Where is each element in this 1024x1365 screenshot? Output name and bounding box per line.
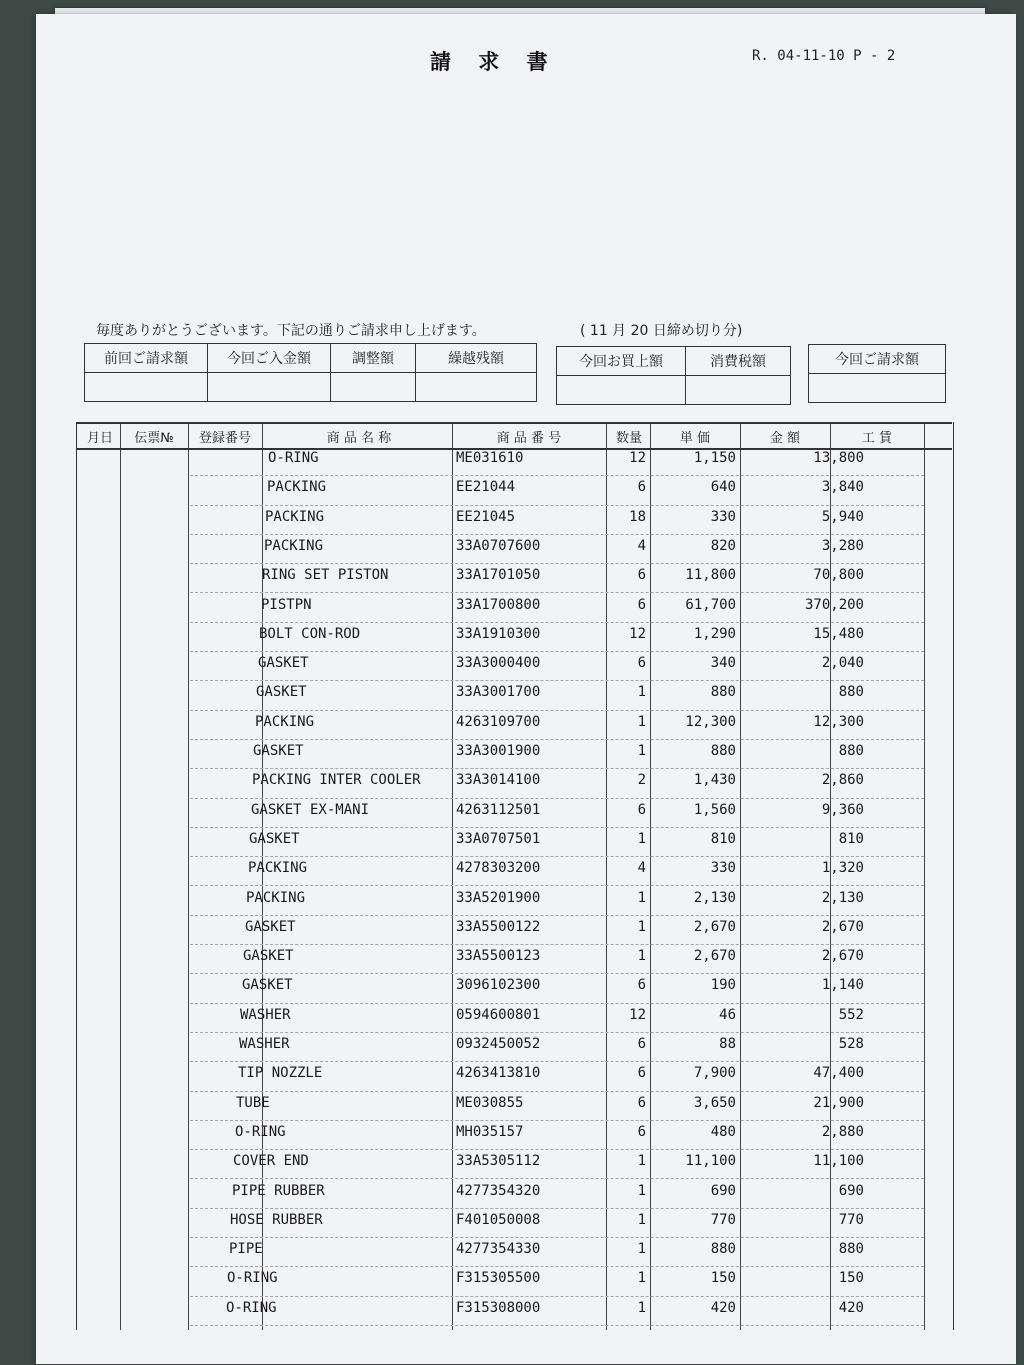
item-qty: 1 (637, 889, 646, 906)
item-amount: 3,840 (821, 479, 864, 496)
col-header-item-code: 商 品 番 号 (496, 431, 562, 446)
item-unit-price: 11,800 (685, 567, 736, 584)
item-qty: 1 (637, 1182, 646, 1199)
item-code: 33A5305112 (456, 1153, 541, 1170)
item-amount: 552 (838, 1006, 864, 1023)
item-code: 33A3001900 (456, 743, 541, 759)
table-row (190, 1296, 924, 1326)
item-unit-price: 1,430 (693, 772, 736, 789)
table-row (190, 505, 924, 535)
item-unit-price: 1,560 (693, 801, 736, 818)
item-code: MH035157 (456, 1123, 524, 1140)
item-name: GASKET (245, 918, 296, 935)
item-code: F315308000 (456, 1299, 541, 1316)
item-qty: 6 (637, 479, 646, 496)
item-amount: 47,400 (813, 1065, 864, 1082)
item-code: 33A1700800 (456, 596, 541, 613)
table-row (190, 1003, 924, 1033)
table-row (190, 768, 924, 798)
item-unit-price: 330 (710, 860, 736, 877)
item-amount: 420 (838, 1299, 864, 1316)
greeting-text: 毎度ありがとうございます。下記の通りご請求申し上げます。 (96, 323, 486, 339)
header-previous-billing: 前回ご請求額 (85, 344, 208, 373)
value-previous-billing (85, 373, 208, 402)
col-header-qty: 数量 (615, 431, 642, 446)
item-qty: 2 (637, 772, 646, 789)
item-qty: 1 (637, 1270, 646, 1287)
item-code: 33A5201900 (456, 889, 541, 906)
column-divider (120, 422, 121, 1330)
item-unit-price: 46 (719, 1006, 736, 1023)
item-name: O-RING (235, 1123, 286, 1140)
table-row (190, 886, 924, 916)
item-amount: 880 (838, 743, 864, 759)
item-name: GASKET (256, 684, 307, 701)
item-qty: 6 (637, 977, 646, 994)
item-unit-price: 2,130 (693, 889, 736, 906)
item-name: BOLT CON-ROD (259, 625, 361, 642)
col-header-date: 月日 (86, 431, 113, 446)
item-qty: 6 (637, 1065, 646, 1082)
table-row (190, 563, 924, 593)
item-amount: 770 (838, 1211, 864, 1228)
item-amount: 528 (838, 1036, 864, 1052)
item-code: 3096102300 (456, 977, 541, 994)
item-code: F401050008 (456, 1211, 541, 1228)
item-code: 33A3001700 (456, 684, 541, 701)
table-row (190, 534, 924, 564)
item-unit-price: 2,670 (693, 948, 736, 965)
table-row (190, 798, 924, 828)
item-name: PACKING (255, 713, 315, 730)
item-amount: 9,360 (821, 801, 864, 818)
item-unit-price: 340 (710, 655, 736, 672)
item-name: HOSE RUBBER (230, 1211, 323, 1228)
item-amount: 810 (838, 830, 864, 847)
col-header-amount: 金 額 (769, 431, 801, 446)
billing-period: ( 11 月 20 日締め切り分) (580, 323, 743, 339)
value-carryover (416, 373, 537, 402)
item-qty: 1 (637, 948, 646, 965)
item-code: 33A1701050 (456, 567, 541, 584)
item-qty: 6 (637, 1094, 646, 1111)
item-code: 4263413810 (456, 1065, 541, 1082)
table-row (190, 710, 924, 740)
item-name: GASKET (258, 655, 309, 672)
table-row (190, 1091, 924, 1121)
item-unit-price: 820 (710, 537, 736, 554)
item-unit-price: 7,900 (693, 1065, 736, 1082)
item-unit-price: 330 (710, 508, 736, 525)
table-row (190, 1149, 924, 1179)
value-payment-received (208, 373, 331, 402)
item-qty: 6 (637, 567, 646, 584)
header-adjustment: 調整額 (331, 344, 416, 373)
item-name: PIPE RUBBER (232, 1182, 325, 1199)
item-code: 4278303200 (456, 860, 541, 877)
header-carryover: 繰越残額 (416, 344, 537, 373)
item-code: ME031610 (456, 450, 524, 466)
item-qty: 1 (637, 713, 646, 730)
document-title: 請 求 書 (430, 50, 558, 74)
item-name: O-RING (227, 1270, 278, 1287)
item-unit-price: 880 (710, 684, 736, 701)
item-qty: 1 (637, 830, 646, 847)
item-name: TIP NOZZLE (238, 1065, 323, 1082)
item-unit-price: 88 (719, 1036, 736, 1052)
item-name: PIPE (229, 1241, 263, 1258)
item-name: GASKET (253, 743, 304, 759)
item-name: PACKING (248, 860, 308, 877)
table-row (190, 446, 924, 476)
item-amount: 2,040 (821, 655, 864, 672)
item-unit-price: 2,670 (693, 918, 736, 935)
item-name: WASHER (240, 1006, 291, 1023)
item-amount: 12,300 (813, 713, 864, 730)
item-code: 33A1910300 (456, 625, 541, 642)
col-header-unit-price: 単 価 (679, 431, 711, 446)
col-header-slip-no: 伝票№ (134, 431, 174, 446)
item-qty: 1 (637, 918, 646, 935)
item-name: GASKET (249, 830, 300, 847)
column-divider (188, 422, 189, 1330)
item-amount: 2,670 (821, 918, 864, 935)
table-row (190, 1032, 924, 1062)
item-name: PACKING (265, 508, 325, 525)
item-unit-price: 480 (710, 1123, 736, 1140)
item-code: 33A5500122 (456, 918, 541, 935)
table-row (190, 1061, 924, 1091)
table-row (190, 1237, 924, 1267)
item-qty: 4 (637, 860, 646, 877)
item-qty: 12 (629, 1006, 646, 1023)
table-row (190, 973, 924, 1003)
header-current-purchase: 今回お買上額 (557, 347, 686, 376)
item-amount: 880 (838, 684, 864, 701)
item-qty: 6 (637, 801, 646, 818)
item-unit-price: 1,150 (693, 450, 736, 466)
table-row (190, 651, 924, 681)
table-row (190, 622, 924, 652)
item-amount: 11,100 (813, 1153, 864, 1170)
item-code: 4263112501 (456, 801, 541, 818)
item-qty: 1 (637, 1153, 646, 1170)
table-row (190, 1208, 924, 1238)
item-unit-price: 690 (710, 1182, 736, 1199)
item-unit-price: 12,300 (685, 713, 736, 730)
col-header-labor: 工 賃 (861, 431, 893, 446)
item-code: 0594600801 (456, 1006, 541, 1023)
item-name: GASKET (242, 977, 293, 994)
item-amount: 150 (838, 1270, 864, 1287)
item-code: 4277354330 (456, 1241, 541, 1258)
table-row (190, 475, 924, 505)
item-amount: 2,880 (821, 1123, 864, 1140)
col-header-reg-no: 登録番号 (198, 431, 251, 446)
item-amount: 690 (838, 1182, 864, 1199)
item-name: GASKET EX-MANI (251, 801, 370, 818)
item-code: F315305500 (456, 1270, 541, 1287)
item-unit-price: 61,700 (685, 596, 736, 613)
table-row (190, 944, 924, 974)
item-amount: 70,800 (813, 567, 864, 584)
item-unit-price: 880 (710, 743, 736, 759)
item-code: ME030855 (456, 1094, 524, 1111)
item-unit-price: 150 (710, 1270, 736, 1287)
header-current-billing: 今回ご請求額 (809, 345, 946, 374)
item-code: 33A0707501 (456, 830, 541, 847)
item-code: 4277354320 (456, 1182, 541, 1199)
item-code: EE21045 (456, 508, 516, 525)
item-qty: 6 (637, 1123, 646, 1140)
column-divider (924, 422, 925, 1330)
value-current-billing (809, 374, 946, 403)
header-consumption-tax: 消費税額 (686, 347, 791, 376)
item-name: O-RING (226, 1299, 277, 1316)
item-amount: 13,800 (813, 450, 864, 466)
item-amount: 5,940 (821, 508, 864, 525)
item-amount: 3,280 (821, 537, 864, 554)
table-row (190, 856, 924, 886)
item-name: COVER END (233, 1153, 309, 1170)
item-amount: 880 (838, 1241, 864, 1258)
table-row (190, 1266, 924, 1296)
item-amount: 15,480 (813, 625, 864, 642)
item-amount: 1,320 (821, 860, 864, 877)
table-row (190, 827, 924, 857)
table-row (190, 593, 924, 623)
item-unit-price: 640 (710, 479, 736, 496)
item-unit-price: 880 (710, 1241, 736, 1258)
item-amount: 2,860 (821, 772, 864, 789)
value-current-purchase (557, 376, 686, 405)
item-amount: 2,130 (821, 889, 864, 906)
page-reference: R. 04-11-10 P - 2 (752, 48, 896, 64)
summary-box-total (808, 344, 946, 403)
table-row (190, 1120, 924, 1150)
header-payment-received: 今回ご入金額 (208, 344, 331, 373)
item-code: 33A3014100 (456, 772, 541, 789)
item-unit-price: 190 (710, 977, 736, 994)
item-qty: 1 (637, 743, 646, 759)
table-row (190, 915, 924, 945)
item-qty: 1 (637, 684, 646, 701)
table-row (190, 1179, 924, 1209)
item-code: 33A3000400 (456, 655, 541, 672)
item-unit-price: 11,100 (685, 1153, 736, 1170)
item-name: PISTPN (261, 596, 312, 613)
item-qty: 1 (637, 1241, 646, 1258)
item-name: TUBE (236, 1094, 270, 1111)
item-name: GASKET (243, 948, 294, 965)
item-amount: 370,200 (804, 596, 864, 613)
summary-box-purchase (556, 346, 791, 405)
item-code: 33A5500123 (456, 948, 541, 965)
item-name: O-RING (268, 450, 319, 466)
item-qty: 6 (637, 1036, 646, 1052)
item-qty: 1 (637, 1299, 646, 1316)
item-code: 33A0707600 (456, 537, 541, 554)
item-amount: 2,670 (821, 948, 864, 965)
value-adjustment (331, 373, 416, 402)
item-code: 0932450052 (456, 1036, 541, 1052)
item-unit-price: 3,650 (693, 1094, 736, 1111)
col-header-item-name: 商 品 名 称 (326, 431, 392, 446)
table-row (190, 680, 924, 710)
item-qty: 12 (629, 450, 646, 466)
item-name: WASHER (239, 1036, 290, 1052)
item-qty: 6 (637, 655, 646, 672)
item-qty: 1 (637, 1211, 646, 1228)
item-unit-price: 1,290 (693, 625, 736, 642)
table-row (190, 739, 924, 769)
item-unit-price: 770 (710, 1211, 736, 1228)
item-code: EE21044 (456, 479, 516, 496)
item-code: 4263109700 (456, 713, 541, 730)
item-unit-price: 810 (710, 830, 736, 847)
item-name: PACKING INTER COOLER (252, 772, 421, 789)
item-amount: 21,900 (813, 1094, 864, 1111)
item-qty: 18 (629, 508, 646, 525)
item-name: PACKING (267, 479, 327, 496)
item-name: PACKING (246, 889, 306, 906)
summary-box-previous (84, 343, 537, 402)
value-consumption-tax (686, 376, 791, 405)
item-qty: 12 (629, 625, 646, 642)
item-amount: 1,140 (821, 977, 864, 994)
item-qty: 6 (637, 596, 646, 613)
item-name: RING SET PISTON (262, 567, 389, 584)
item-name: PACKING (264, 537, 324, 554)
item-unit-price: 420 (710, 1299, 736, 1316)
item-qty: 4 (637, 537, 646, 554)
